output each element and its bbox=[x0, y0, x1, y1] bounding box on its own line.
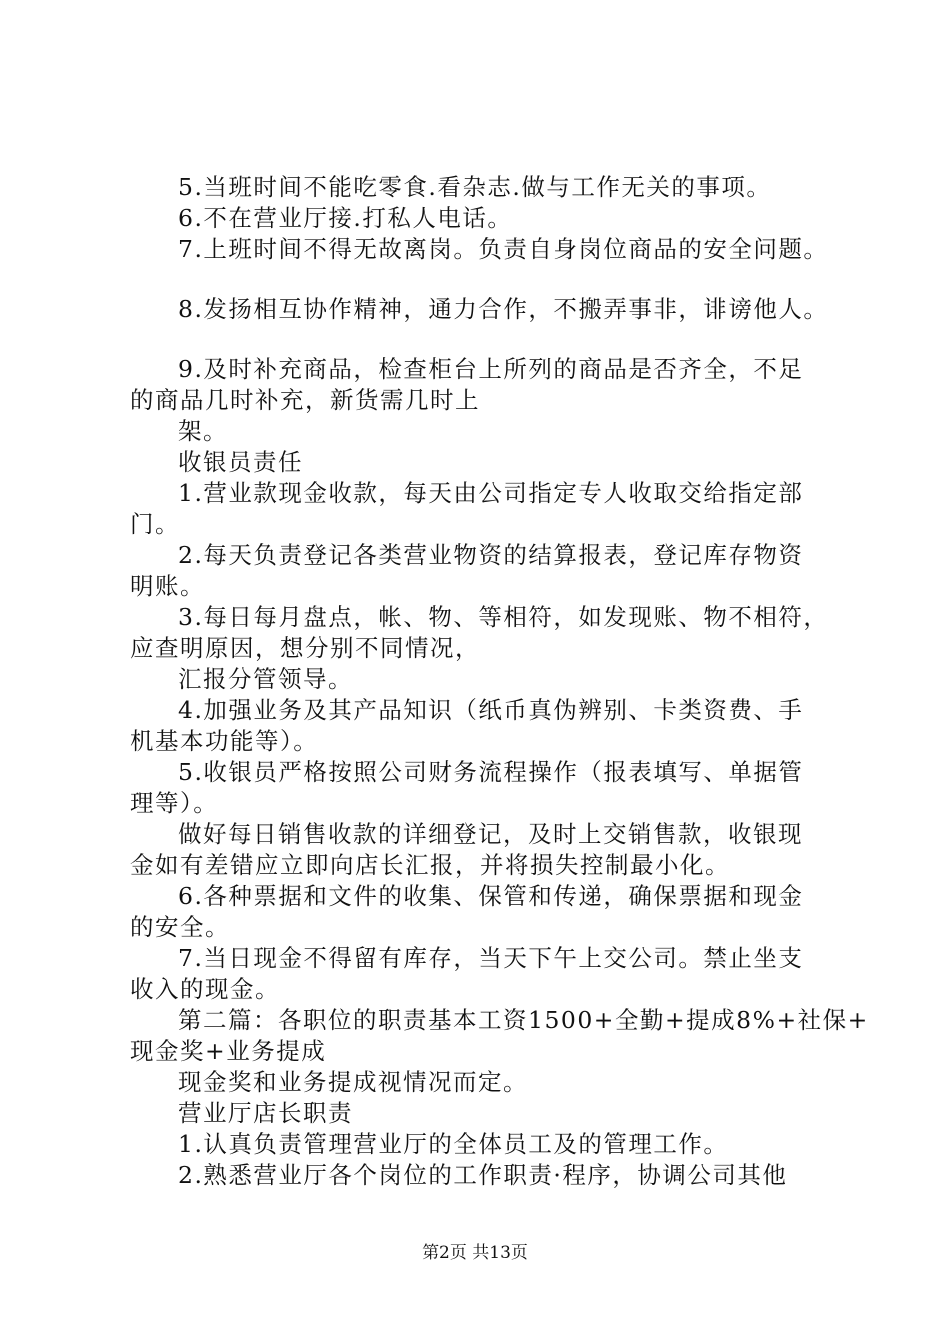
text-line: 收入的现金。 bbox=[130, 975, 280, 1003]
text-line: 做好每日销售收款的详细登记，及时上交销售款，收银现 bbox=[178, 820, 803, 848]
text-line: 架。 bbox=[178, 417, 228, 445]
text-line: 6.各种票据和文件的收集、保管和传递，确保票据和现金 bbox=[178, 882, 804, 910]
text-line: 应查明原因，想分别不同情况， bbox=[130, 634, 480, 662]
text-line: 5.当班时间不能吃零食.看杂志.做与工作无关的事项。 bbox=[178, 173, 772, 201]
text-line: 的商品几时补充，新货需几时上 bbox=[130, 386, 480, 414]
text-line: 5.收银员严格按照公司财务流程操作（报表填写、单据管 bbox=[178, 758, 804, 786]
text-line: 8.发扬相互协作精神，通力合作，不搬弄事非，诽谤他人。 bbox=[178, 295, 829, 323]
section-heading: 收银员责任 bbox=[178, 448, 303, 476]
text-line: 现金奖和业务提成视情况而定。 bbox=[178, 1068, 528, 1096]
text-line: 9.及时补充商品，检查柜台上所列的商品是否齐全，不足 bbox=[178, 355, 804, 383]
text-line: 机基本功能等）。 bbox=[130, 727, 319, 755]
text-line: 7.上班时间不得无故离岗。负责自身岗位商品的安全问题。 bbox=[178, 235, 829, 263]
text-line: 7.当日现金不得留有库存，当天下午上交公司。禁止坐支 bbox=[178, 944, 804, 972]
text-line: 明账。 bbox=[130, 572, 205, 600]
text-line: 1.营业款现金收款，每天由公司指定专人收取交给指定部 bbox=[178, 479, 804, 507]
text-line: 门。 bbox=[130, 510, 180, 538]
section-heading: 营业厅店长职责 bbox=[178, 1099, 353, 1127]
text-line: 1.认真负责管理营业厅的全体员工及的管理工作。 bbox=[178, 1130, 729, 1158]
text-line: 现金奖+业务提成 bbox=[130, 1037, 327, 1065]
text-line: 6.不在营业厅接.打私人电话。 bbox=[178, 204, 513, 232]
text-line: 理等）。 bbox=[130, 789, 219, 817]
text-line: 汇报分管领导。 bbox=[178, 665, 353, 693]
text-line: 3.每日每月盘点，帐、物、等相符，如发现账、物不相符， bbox=[178, 603, 829, 631]
text-line: 2.每天负责登记各类营业物资的结算报表，登记库存物资 bbox=[178, 541, 804, 569]
chapter-heading: 第二篇：各职位的职责基本工资1500+全勤+提成8%+社保+ bbox=[178, 1006, 869, 1034]
text-line: 4.加强业务及其产品知识（纸币真伪辨别、卡类资费、手 bbox=[178, 696, 804, 724]
text-line: 的安全。 bbox=[130, 913, 230, 941]
text-line: 2.熟悉营业厅各个岗位的工作职责·程序，协调公司其他 bbox=[178, 1161, 788, 1189]
text-line: 金如有差错应立即向店长汇报，并将损失控制最小化。 bbox=[130, 851, 730, 879]
page-number-footer: 第2页 共13页 bbox=[422, 1243, 528, 1263]
body-text bbox=[130, 172, 869, 1191]
